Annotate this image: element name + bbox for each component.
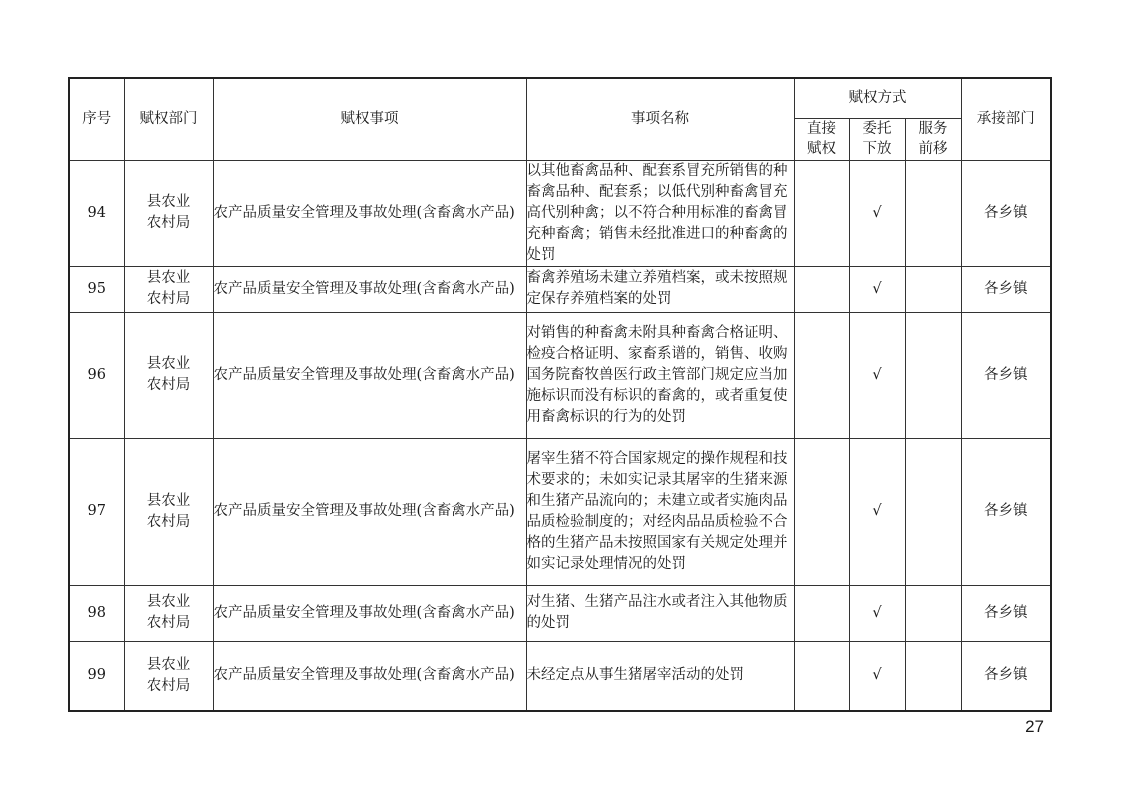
header-entrust	[849, 118, 905, 160]
row-dept	[124, 266, 213, 312]
row-item-name: 畜禽养殖场未建立养殖档案，或未按照规定保存养殖档案的处罚	[526, 266, 794, 312]
row-service	[905, 160, 961, 266]
row-matter: 农产品质量安全管理及事故处理(含畜禽水产品)	[213, 438, 526, 585]
row-seq: 96	[69, 312, 124, 438]
row-seq: 94	[69, 160, 124, 266]
row-entrust-check: √	[849, 266, 905, 312]
header-direct	[794, 118, 849, 160]
row-undertaker: 各乡镇	[961, 312, 1051, 438]
row-dept	[124, 641, 213, 711]
row-item-name: 以其他畜禽品种、配套系冒充所销售的种畜禽品种、配套系；以低代别种畜禽冒充高代别种禽；以不符合种用标准的畜禽冒充种畜禽；销售未经批准进口的种畜禽的处罚	[526, 160, 794, 266]
row-dept-text: 县农业农村局	[146, 656, 191, 694]
row-matter: 农产品质量安全管理及事故处理(含畜禽水产品)	[213, 312, 526, 438]
table-row	[69, 438, 1051, 585]
header-item-name: 事项名称	[526, 78, 794, 160]
row-matter: 农产品质量安全管理及事故处理(含畜禽水产品)	[213, 160, 526, 266]
header-dept: 赋权部门	[124, 78, 213, 160]
row-seq: 98	[69, 585, 124, 641]
row-undertaker: 各乡镇	[961, 160, 1051, 266]
row-seq: 99	[69, 641, 124, 711]
table-row	[69, 312, 1051, 438]
row-direct	[794, 266, 849, 312]
row-seq: 97	[69, 438, 124, 585]
row-undertaker: 各乡镇	[961, 585, 1051, 641]
row-service	[905, 641, 961, 711]
row-entrust-check: √	[849, 641, 905, 711]
row-service	[905, 585, 961, 641]
header-direct-text: 直接赋权	[807, 121, 836, 157]
row-entrust-check: √	[849, 585, 905, 641]
row-undertaker: 各乡镇	[961, 438, 1051, 585]
row-dept-text: 县农业农村局	[146, 270, 191, 307]
row-entrust-check: √	[849, 312, 905, 438]
row-dept	[124, 312, 213, 438]
header-matter: 赋权事项	[213, 78, 526, 160]
row-direct	[794, 641, 849, 711]
table-row	[69, 585, 1051, 641]
table-body	[69, 160, 1051, 711]
row-matter: 农产品质量安全管理及事故处理(含畜禽水产品)	[213, 266, 526, 312]
row-entrust-check: √	[849, 438, 905, 585]
table-header	[69, 78, 1051, 160]
table-row	[69, 266, 1051, 312]
row-item-name: 对生猪、生猪产品注水或者注入其他物质的处罚	[526, 585, 794, 641]
row-item-name: 未经定点从事生猪屠宰活动的处罚	[526, 641, 794, 711]
header-undertaker: 承接部门	[961, 78, 1051, 160]
row-undertaker: 各乡镇	[961, 266, 1051, 312]
row-dept-text: 县农业农村局	[146, 194, 191, 231]
row-direct	[794, 312, 849, 438]
row-matter: 农产品质量安全管理及事故处理(含畜禽水产品)	[213, 585, 526, 641]
header-seq: 序号	[69, 78, 124, 160]
row-dept	[124, 438, 213, 585]
row-undertaker: 各乡镇	[961, 641, 1051, 711]
header-service	[905, 118, 961, 160]
row-direct	[794, 585, 849, 641]
page-number: 27	[1025, 717, 1044, 736]
row-service	[905, 312, 961, 438]
row-matter: 农产品质量安全管理及事故处理(含畜禽水产品)	[213, 641, 526, 711]
row-item-name: 屠宰生猪不符合国家规定的操作规程和技术要求的；未如实记录其屠宰的生猪来源和生猪产品流向的；未建立或者实施肉品品质检验制度的；对经肉品品质检验不合格的生猪产品未按照国家有关规定处理并如实记录处理情况的处罚	[526, 438, 794, 585]
row-dept-text: 县农业农村局	[146, 356, 191, 393]
header-method: 赋权方式	[794, 78, 961, 118]
row-item-name: 对销售的种畜禽未附具种畜禽合格证明、检疫合格证明、家畜系谱的，销售、收购国务院畜牧兽医行政主管部门规定应当加施标识而没有标识的畜禽的，或者重复使用畜禽标识的行为的处罚	[526, 312, 794, 438]
row-dept	[124, 160, 213, 266]
row-entrust-check: √	[849, 160, 905, 266]
authorization-table	[68, 77, 1052, 712]
row-service	[905, 266, 961, 312]
row-dept-text: 县农业农村局	[146, 594, 191, 631]
row-direct	[794, 160, 849, 266]
row-direct	[794, 438, 849, 585]
row-service	[905, 438, 961, 585]
header-service-text: 服务前移	[918, 121, 948, 157]
table-row	[69, 160, 1051, 266]
header-entrust-text: 委托下放	[862, 121, 892, 157]
row-seq: 95	[69, 266, 124, 312]
row-dept-text: 县农业农村局	[146, 492, 191, 530]
row-dept	[124, 585, 213, 641]
table-row	[69, 641, 1051, 711]
